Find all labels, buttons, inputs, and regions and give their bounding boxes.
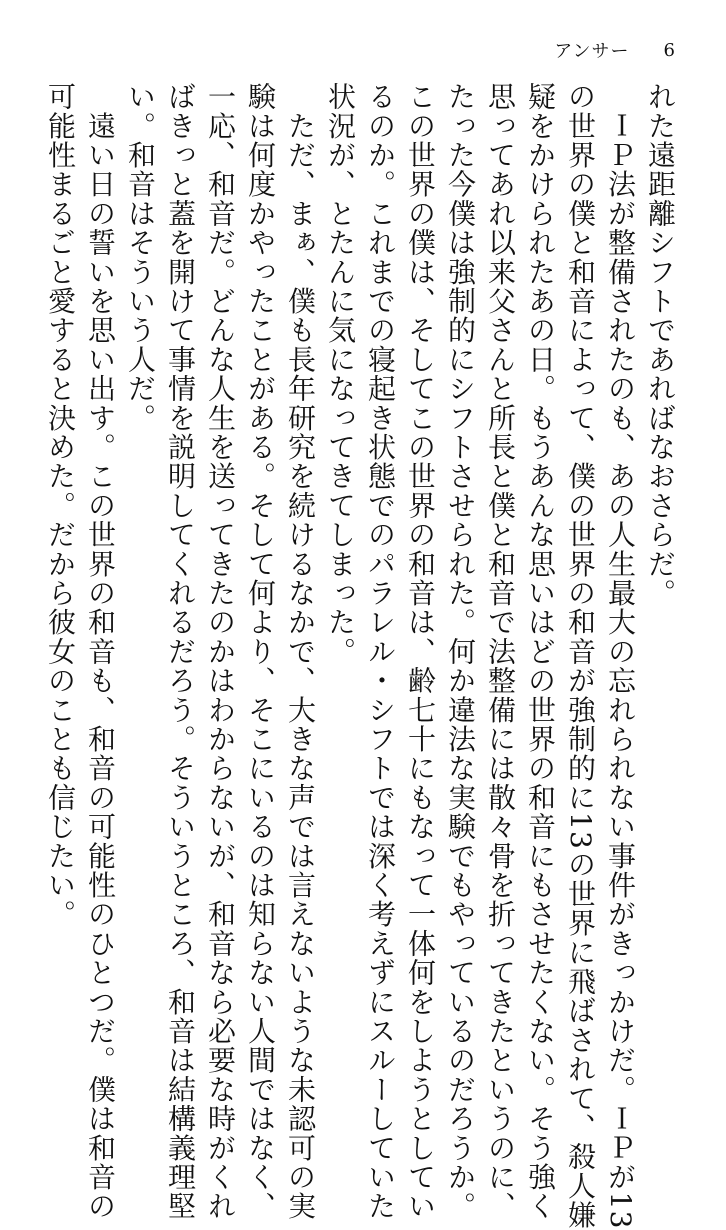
text-line: れた遠距離シフトであればなおさらだ。 <box>644 82 677 608</box>
text-line: の世界の僕と和音によって、僕の世界の和音が強制的に13の世界に飛ばされて、殺人嫌 <box>564 82 597 1230</box>
text-line: たった今僕は強制的にシフトさせられた。何か違法な実験でもやっているのだろうか。 <box>444 82 477 1221</box>
text-line: 疑をかけられたあの日。もうあんな思いはどの世界の和音にもさせたくない。そう強く <box>524 82 557 1221</box>
text-line: 遠い日の誓いを思い出す。この世界の和音も、和音の可能性のひとつだ。僕は和音の <box>84 82 117 1221</box>
chapter-title: アンサー <box>554 41 630 62</box>
text-line: ＩＰ法が整備されたのも、あの人生最大の忘れられない事件がきっかけだ。ＩＰが13 <box>604 82 637 1230</box>
text-line: 状況が、とたんに気になってきてしまった。 <box>324 82 357 666</box>
page-number: 6 <box>663 39 676 61</box>
text-line: 一応、和音だ。どんな人生を送ってきたのかはわからないが、和音なら必要な時がくれ <box>204 82 237 1221</box>
text-line: 可能性まるごと愛すると決めた。だから彼女のことも信じたい。 <box>44 82 77 929</box>
vertical-body-text <box>40 82 680 1230</box>
text-line: るのか。これまでの寝起き状態でのパラレル・シフトでは深く考えずにスルーしていた <box>364 82 397 1221</box>
text-line: 思ってあれ以来父さんと所長と僕と和音で法整備には散々骨を折ってきたというのに、 <box>484 82 517 1221</box>
text-line: この世界の僕は、そしてこの世界の和音は、齢七十にもなって一体何をしようとしてい <box>404 82 437 1221</box>
text-line: 験は何度かやったことがある。そして何より、そこにいるのは知らない人間ではなく、 <box>244 82 277 1221</box>
text-line: ばきっと蓋を開けて事情を説明してくれるだろう。そういうところ、和音は結構義理堅 <box>164 82 197 1221</box>
text-line: ただ、まぁ、僕も長年研究を続けるなかで、大きな声では言えないような未認可の実 <box>284 82 317 1221</box>
running-head <box>554 38 676 62</box>
text-line: い。和音はそういう人だ。 <box>124 82 157 433</box>
